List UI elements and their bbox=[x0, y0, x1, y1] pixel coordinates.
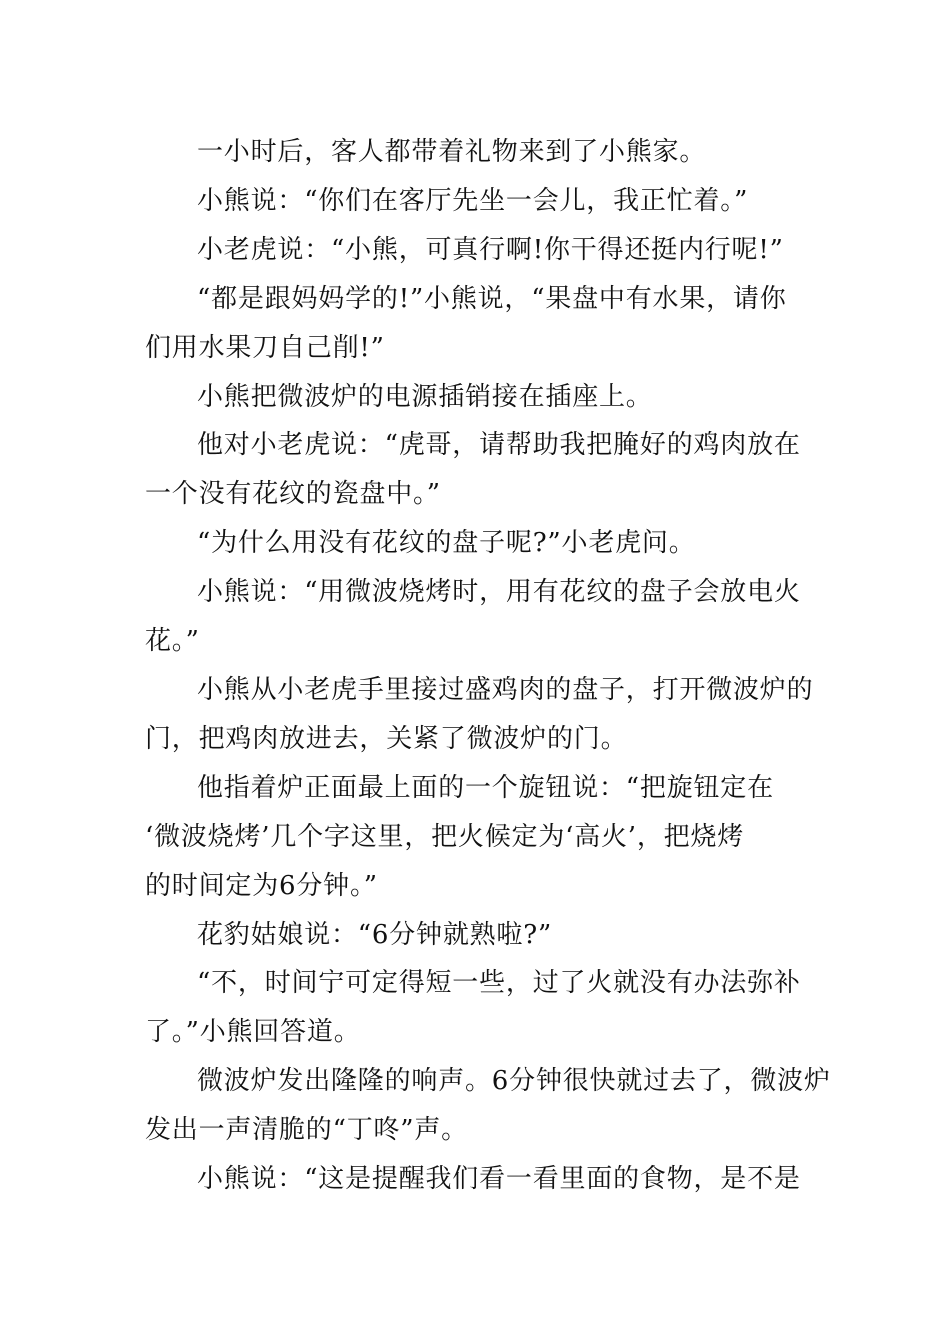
paragraph bbox=[145, 764, 810, 911]
paragraph-line: 小熊说：“你们在客厅先坐一会儿，我正忙着。” bbox=[197, 185, 749, 216]
paragraph bbox=[145, 519, 810, 568]
paragraph bbox=[145, 1155, 810, 1204]
paragraph bbox=[145, 373, 810, 422]
paragraph-line: ‘微波烧烤’几个字这里，把火候定为‘高火’，把烧烤 bbox=[145, 821, 745, 852]
paragraph-line: “为什么用没有花纹的盘子呢?”小老虎问。 bbox=[197, 528, 696, 559]
paragraph bbox=[145, 1057, 831, 1155]
paragraph-line: 花。” bbox=[145, 626, 200, 657]
paragraph-line: 花豹姑娘说：“6分钟就熟啦?” bbox=[197, 919, 553, 950]
paragraph-line: 的时间定为6分钟。” bbox=[145, 870, 378, 901]
paragraph-line: 门，把鸡肉放进去，关紧了微波炉的门。 bbox=[145, 723, 628, 754]
paragraph-line: 小老虎说：“小熊，可真行啊!你干得还挺内行呢!” bbox=[197, 234, 784, 265]
paragraph bbox=[145, 226, 810, 275]
paragraph-line: 小熊从小老虎手里接过盛鸡肉的盘子，打开微波炉的 bbox=[197, 674, 814, 705]
paragraph bbox=[145, 911, 810, 960]
paragraph bbox=[145, 666, 814, 764]
paragraph bbox=[145, 177, 810, 226]
paragraph bbox=[145, 128, 810, 177]
paragraph-line: 一小时后，客人都带着礼物来到了小熊家。 bbox=[197, 137, 707, 167]
paragraph-line: 小熊把微波炉的电源插销接在插座上。 bbox=[197, 381, 653, 412]
story-text bbox=[145, 128, 831, 1204]
paragraph-line: 一个没有花纹的瓷盘中。” bbox=[145, 479, 441, 510]
paragraph bbox=[145, 959, 810, 1057]
paragraph-line: 小熊说：“这是提醒我们看一看里面的食物，是不是 bbox=[197, 1164, 801, 1195]
paragraph bbox=[145, 568, 810, 666]
paragraph-line: 他对小老虎说：“虎哥，请帮助我把腌好的鸡肉放在 bbox=[197, 430, 801, 461]
paragraph-line: 小熊说：“用微波烧烤时，用有花纹的盘子会放电火 bbox=[197, 577, 801, 608]
paragraph-line: 们用水果刀自己削!” bbox=[145, 332, 385, 363]
paragraph bbox=[145, 421, 810, 519]
paragraph-line: “不，时间宁可定得短一些，过了火就没有办法弥补 bbox=[197, 968, 801, 999]
paragraph-line: 了。”小熊回答道。 bbox=[145, 1017, 361, 1048]
paragraph-line: 发出一声清脆的“丁咚”声。 bbox=[145, 1115, 468, 1146]
paragraph-line: 他指着炉正面最上面的一个旋钮说：“把旋钮定在 bbox=[197, 772, 774, 803]
paragraph bbox=[145, 275, 810, 373]
paragraph-line: 微波炉发出隆隆的响声。6分钟很快就过去了，微波炉 bbox=[197, 1066, 831, 1097]
paragraph-line: “都是跟妈妈学的!”小熊说，“果盘中有水果，请你 bbox=[197, 283, 787, 314]
